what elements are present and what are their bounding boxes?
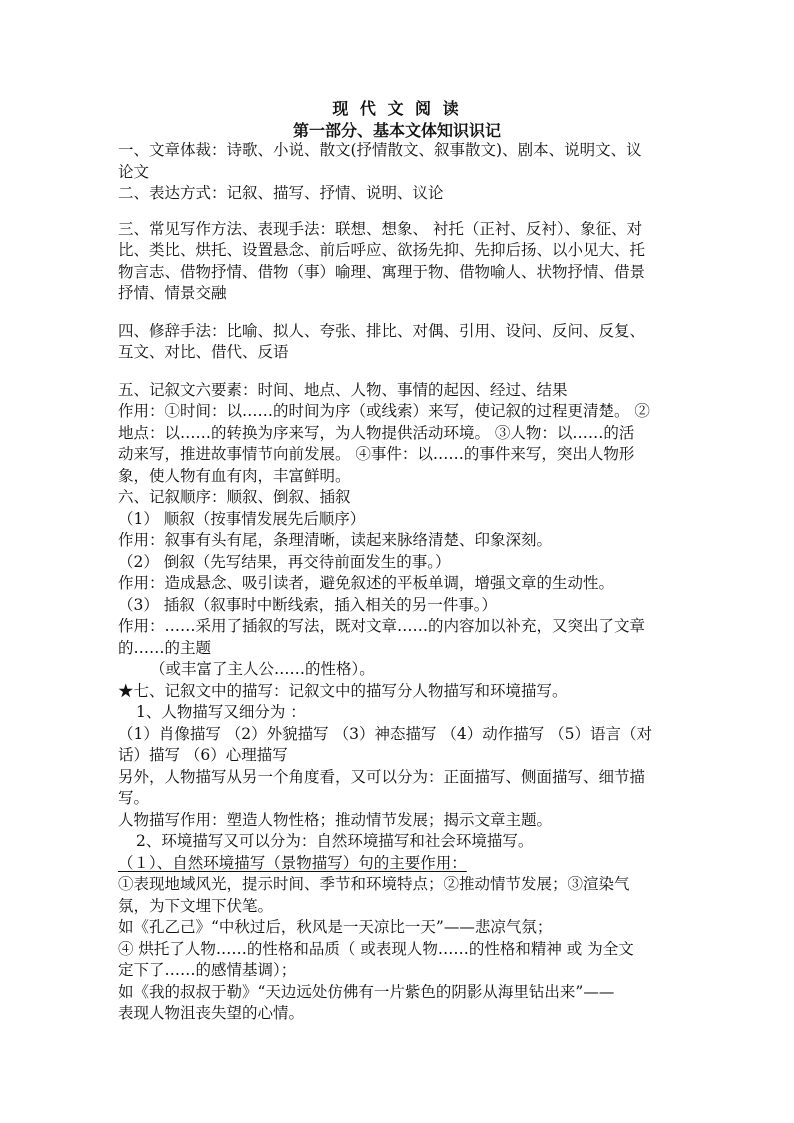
document-subtitle: 第一部分、基本文体知识识记 xyxy=(292,121,501,140)
text-line: 三、常见写作方法、表现手法：联想、想象、 衬托（正衬、反衬）、象征、对 xyxy=(118,219,643,238)
text-line: 另外，人物描写从另一个角度看，又可以分为：正面描写、侧面描写、细节描 xyxy=(118,767,646,786)
text-line: 一、文章体裁：诗歌、小说、散文(抒情散文、叙事散文)、剧本、说明文、议 xyxy=(118,141,642,159)
text-line: ★七、记叙文中的描写：记叙文中的描写分人物描写和环境描写。 xyxy=(118,681,568,700)
text-line: 互文、对比、借代、反语 xyxy=(118,343,289,361)
paragraph-gap xyxy=(118,205,698,219)
text-line: 作用：……采用了插叙的写法，既对文章……的内容加以补充，又突出了文章 xyxy=(118,617,646,635)
paragraph-gap xyxy=(118,364,698,380)
text-line: 二、表达方式：记叙、描写、抒情、说明、议论 xyxy=(118,184,444,202)
text-line: 论文 xyxy=(118,162,150,181)
text-line: ①表现地域风光，提示时间、季节和环境特点；②推动情节发展；③渲染气 xyxy=(118,875,630,893)
document-title: 现 代 文 阅 读 xyxy=(332,99,462,118)
text-line: 作用：造成悬念、吸引读者，避免叙述的平板单调，增强文章的生动性。 xyxy=(118,574,615,592)
text-line: 定下了……的感情基调）； xyxy=(118,961,297,979)
text-line: （或丰富了主人公……的性格）。 xyxy=(150,660,375,678)
text-line: 如《我的叔叔于勒》“天边远处仿佛有一片紫色的阴影从海里钻出来”—— xyxy=(118,982,615,1001)
text-line: 四、修辞手法：比喻、拟人、夸张、排比、对偶、引用、设问、反问、反复、 xyxy=(118,321,646,340)
text-line: 2、环境描写又可以分为：自然环境描写和社会环境描写。 xyxy=(136,832,534,850)
text-line: 象，使人物有血有肉，丰富鲜明。 xyxy=(118,466,351,485)
text-line: 地点：以……的转换为序来写，为人物提供活动环境。 ③人物：以……的活 xyxy=(118,423,635,442)
text-line: （2） 倒叙（先写结果，再交待前面发生的事。） xyxy=(118,552,451,571)
text-line: 抒情、情景交融 xyxy=(118,284,227,302)
text-line: 表现人物沮丧失望的心情。 xyxy=(118,1004,305,1022)
text-line: 话）描写 （6）心理描写 xyxy=(118,746,288,764)
text-line: 六、记叙顺序：顺叙、倒叙、插叙 xyxy=(118,488,351,506)
text-line: 氛，为下文埋下伏笔。 xyxy=(118,896,274,915)
text-line: 比、类比、烘托、设置悬念、前后呼应、欲扬先抑、先抑后扬、以小见大、托 xyxy=(118,241,646,259)
text-line: 如《孔乙己》“中秋过后，秋风是一天凉比一天”——悲凉气氛； xyxy=(118,918,553,936)
text-line-underlined: （１）、自然环境描写（景物描写）句的主要作用： xyxy=(118,853,467,872)
text-line: ④ 烘托了人物……的性格和品质（ 或表现人物……的性格和精神 或 为全文 xyxy=(118,939,634,958)
text-line: （1） 顺叙（按事情发展先后顺序） xyxy=(118,509,366,528)
text-line: 作用：叙事有头有尾，条理清晰，读起来脉络清楚、印象深刻。 xyxy=(118,531,553,549)
text-line: 动来写，推进故事情节向前发展。 ④事件：以……的事件来写，突出人物形 xyxy=(118,445,635,463)
text-line: 人物描写作用：塑造人物性格；推动情节发展；揭示文章主题。 xyxy=(118,810,553,829)
text-line: （3） 插叙（叙事时中断线索，插入相关的另一件事。） xyxy=(118,595,498,614)
text-line: 的……的主题 xyxy=(118,638,212,657)
text-line: 1、人物描写又细分为 ： xyxy=(136,703,306,721)
text-line: 作用：①时间：以……的时间为序（或线索）来写，使记叙的过程更清楚。 ② xyxy=(118,402,650,420)
text-line: 写。 xyxy=(118,789,150,807)
text-line: （1）肖像描写 （2）外貌描写 （3）神态描写 （4）动作描写 （5）语言（对 xyxy=(118,724,653,743)
paragraph-gap xyxy=(118,305,698,321)
text-line: 五、记叙文六要素：时间、地点、人物、事情的起因、经过、结果 xyxy=(118,380,568,399)
document-body xyxy=(118,140,698,1025)
text-line: 物言志、借物抒情、借物（事）喻理、寓理于物、借物喻人、状物抒情、借景 xyxy=(118,262,646,281)
